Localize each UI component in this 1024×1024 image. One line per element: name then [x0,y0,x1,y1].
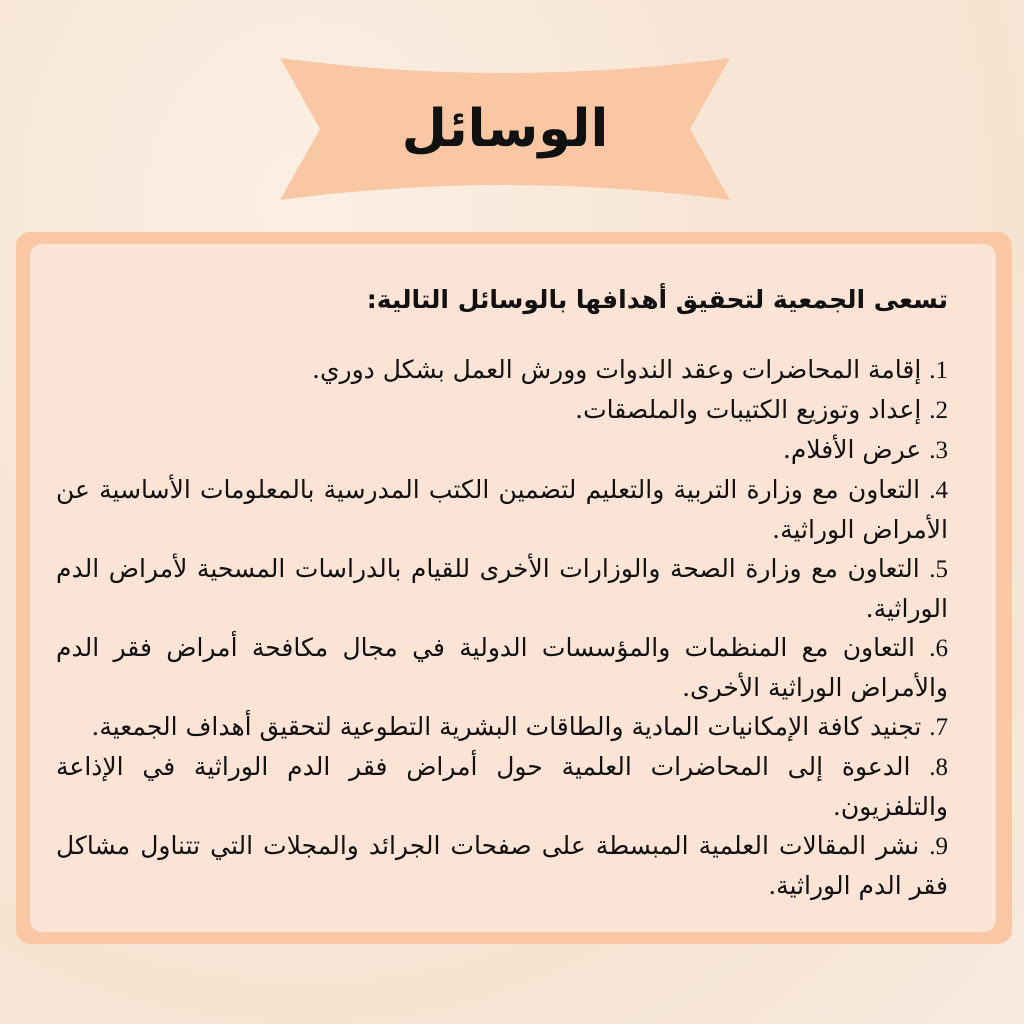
item-number: 5. [929,556,948,583]
means-list [56,350,948,905]
list-item [56,350,948,390]
item-text: التعاون مع وزارة التربية والتعليم لتضمين الكتب المدرسية بالمعلومات الأساسية عن الأمراض الوراثية. [56,475,948,544]
item-number: 8. [929,754,948,781]
item-number: 1. [929,357,948,384]
list-item [56,390,948,430]
list-item [56,470,948,549]
list-item [56,430,948,470]
intro-text: تسعى الجمعية لتحقيق أهدافها بالوسائل التالية: [366,285,948,314]
list-item [56,747,948,826]
title-banner [280,58,730,200]
item-number: 2. [929,397,948,424]
item-number: 4. [929,477,949,504]
page-title: الوسائل [401,99,609,159]
item-text: الدعوة إلى المحاضرات العلمية حول أمراض فقر الدم الوراثية في الإذاعة والتلفزيون. [56,752,948,821]
list-item [56,549,948,628]
item-number: 6. [929,635,949,662]
list-item [56,628,948,707]
item-text: عرض الأفلام. [782,435,922,464]
list-item [56,707,948,747]
item-text: نشر المقالات العلمية المبسطة على صفحات الجرائد والمجلات التي تتناول مشاكل فقر الدم الوراثية. [56,831,948,900]
item-text: التعاون مع وزارة الصحة والوزارات الأخرى للقيام بالدراسات المسحية لأمراض الدم الوراثية. [56,554,948,623]
item-text: التعاون مع المنظمات والمؤسسات الدولية في مجال مكافحة أمراض فقر الدم والأمراض الوراثية الأخرى. [56,633,948,702]
item-text: إقامة المحاضرات وعقد الندوات وورش العمل بشكل دوري. [312,355,922,384]
content-panel [16,232,1012,944]
content-panel-inner [30,244,996,932]
item-number: 3. [929,437,948,464]
item-text: إعداد وتوزيع الكتيبات والملصقات. [575,395,922,424]
item-text: تجنيد كافة الإمكانيات المادية والطاقات البشرية التطوعية لتحقيق أهداف الجمعية. [91,712,922,741]
list-item [56,826,948,905]
item-number: 9. [929,833,948,860]
item-number: 7. [929,714,948,741]
